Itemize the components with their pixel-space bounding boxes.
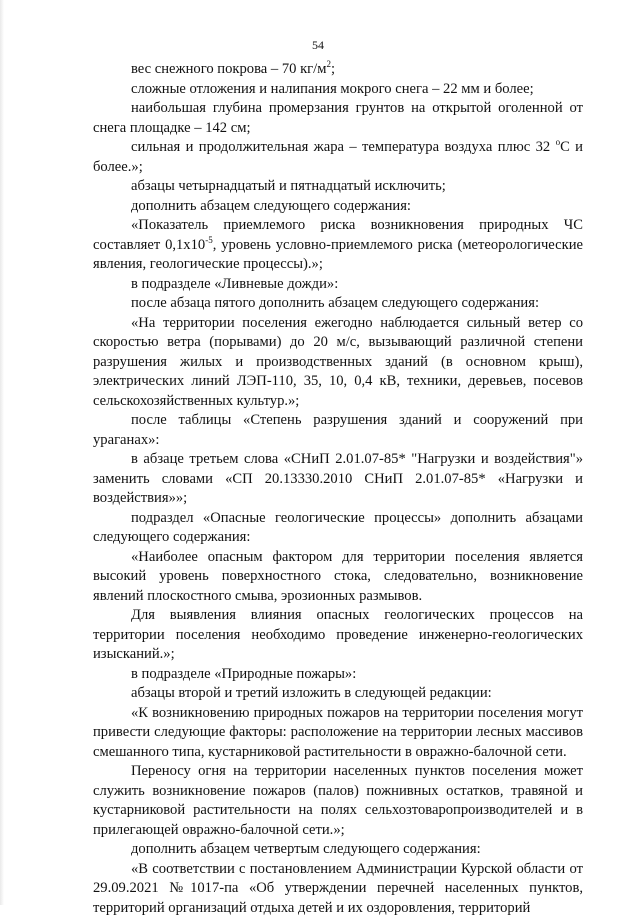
page-number: 54 [0, 38, 636, 52]
paragraph: «Показатель приемлемого риска возникновения природных ЧС составляет $0,1х10^{-5}$, уровень условно-приемлемого риска (метеорологические явления, геологические процессы).»; [93, 216, 583, 275]
paragraph: «На территории поселения ежегодно наблюдается сильный ветер со скоростью ветра (порывами) до 20 м/с, вызывающий различной степени разрушения жилых и производственных зданий (в основном крыш), электрических линий ЛЭП-110, 35, 10, 0,4 кВ, техники, деревьев, посевов сельскохозяйственных культур.»; [93, 314, 583, 412]
paragraph: в подразделе «Природные пожары»: [93, 665, 583, 685]
paragraph: Переносу огня на территории населенных пунктов поселения может служить возникновение пожаров (палов) пожнивных остатков, травяной и кустарниковой растительности на полях сельхозтоваропроизводителей и в прилегающей овражно-балочной сети.»; [93, 762, 583, 840]
paragraph: после таблицы «Степень разрушения зданий и сооружений при ураганах»: [93, 411, 583, 450]
paragraph: сложные отложения и налипания мокрого снега – 22 мм и более; [93, 80, 583, 100]
paragraph: в подразделе «Ливневые дожди»: [93, 275, 583, 295]
paragraph: «К возникновению природных пожаров на территории поселения могут привести следующие факторы: расположение на территории лесных массивов смешанного типа, кустарниковой растительности в овражно-балочной сети. [93, 704, 583, 763]
paragraph: «В соответствии с постановлением Администрации Курской области от 29.09.2021 №1017-па «Об утверждении перечней населенных пунктов, территорий организаций отдыха детей и их оздоровления, территорий [93, 860, 583, 918]
scan-edge-shadow [0, 0, 4, 905]
paragraph: в абзаце третьем слова «СНиП 2.01.07-85* "Нагрузки и воздействия"» заменить словами «СП 20.13330.2010 СНиП 2.01.07-85* «Нагрузки и воздействия»»; [93, 450, 583, 509]
paragraph: дополнить абзацем следующего содержания: [93, 197, 583, 217]
paragraph: Для выявления влияния опасных геологических процессов на территории поселения необходимо проведение инженерно-геологических изысканий.»; [93, 606, 583, 665]
paragraph: сильная и продолжительная жара – температура воздуха плюс 32 $^о$С и более.»; [93, 138, 583, 177]
paragraph: наибольшая глубина промерзания грунтов на открытой оголенной от снега площадке – 142 см; [93, 99, 583, 138]
paragraph: «Наиболее опасным фактором для территории поселения является высокий уровень поверхностного стока, следовательно, возникновение явлений плоскостного смыва, эрозионных размывов. [93, 548, 583, 607]
paragraph: абзацы второй и третий изложить в следующей редакции: [93, 684, 583, 704]
paragraph: после абзаца пятого дополнить абзацем следующего содержания: [93, 294, 583, 314]
paragraph: подраздел «Опасные геологические процессы» дополнить абзацами следующего содержания: [93, 509, 583, 548]
paragraph: вес снежного покрова – 70 $кг/м^2$; [93, 60, 583, 80]
paragraph: дополнить абзацем четвертым следующего содержания: [93, 840, 583, 860]
paragraph: абзацы четырнадцатый и пятнадцатый исключить; [93, 177, 583, 197]
document-body [93, 60, 583, 918]
